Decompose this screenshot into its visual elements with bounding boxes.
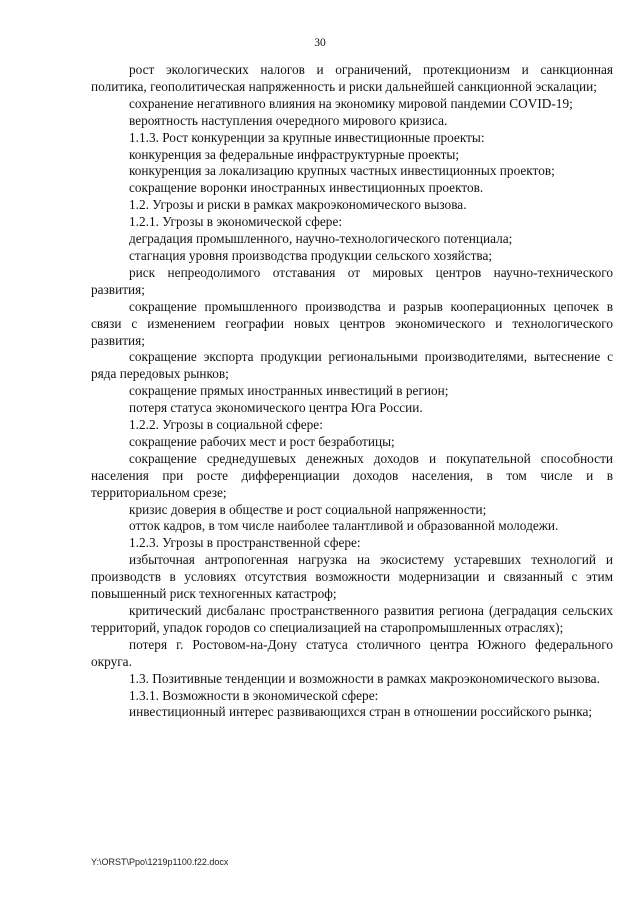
- section-heading: 1.2.2. Угрозы в социальной сфере:: [129, 417, 323, 433]
- paragraph: сокращение рабочих мест и рост безработицы;: [129, 433, 395, 449]
- paragraph: критический дисбаланс пространственного развития региона (деградация сельских территорий, упадок городов со специализацией на старопромышленных отраслях);: [91, 603, 613, 635]
- paragraph: сокращение воронки иностранных инвестиционных проектов.: [129, 180, 484, 196]
- paragraph: избыточная антропогенная нагрузка на экосистему устаревших технологий и производств в условиях отсутствия возможности модернизации и связанный с этим повышенный риск техногенных катастроф;: [91, 552, 613, 602]
- paragraph: потеря г. Ростовом-на-Дону статуса столичного центра Южного федерального округа.: [91, 636, 613, 669]
- paragraph: риск непреодолимого отставания от мировых центров научно-технического развития;: [91, 264, 613, 297]
- paragraph: сокращение экспорта продукции региональными производителями, вытеснение с ряда передовых рынков;: [91, 349, 613, 382]
- paragraph: кризис доверия в обществе и рост социальной напряженности;: [129, 501, 487, 517]
- paragraph: стагнация уровня производства продукции сельского хозяйства;: [129, 247, 493, 263]
- section-heading: 1.2. Угрозы и риски в рамках макроэкономического вызова.: [129, 197, 467, 213]
- paragraph: конкуренция за локализацию крупных частных инвестиционных проектов;: [129, 163, 555, 179]
- paragraph: сокращение среднедушевых денежных доходов и покупательной способности населения при росте дифференциации доходов населения, в том числе и в территориальном срезе;: [91, 450, 613, 500]
- paragraph: вероятность наступления очередного мирового кризиса.: [129, 112, 448, 128]
- paragraph: сохранение негативного влияния на экономику мировой пандемии COVID-19;: [129, 95, 573, 111]
- footer-file-path: Y:\ORST\Ppo\1219p1100.f22.docx: [91, 857, 229, 867]
- paragraph: конкуренция за федеральные инфраструктурные проекты;: [129, 146, 460, 162]
- section-heading: 1.2.1. Угрозы в экономической сфере:: [129, 214, 343, 230]
- page-number: 30: [314, 37, 326, 49]
- paragraph: отток кадров, в том числе наиболее талантливой и образованной молодежи.: [129, 518, 559, 534]
- paragraph: сокращение прямых иностранных инвестиций в регион;: [129, 383, 449, 399]
- paragraph: инвестиционный интерес развивающихся стран в отношении российского рынка;: [129, 704, 593, 720]
- paragraph: рост экологических налогов и ограничений, протекционизм и санкционная политика, геополитическая напряженность и риски дальнейшей санкционной эскалации;: [91, 62, 613, 94]
- section-heading: 1.3. Позитивные тенденции и возможности в рамках макроэкономического вызова.: [129, 670, 600, 686]
- paragraph: потеря статуса экономического центра Юга России.: [129, 400, 423, 416]
- section-heading: 1.2.3. Угрозы в пространственной сфере:: [129, 535, 361, 551]
- paragraph: деградация промышленного, научно-технологического потенциала;: [129, 231, 513, 247]
- section-heading: 1.3.1. Возможности в экономической сфере:: [129, 687, 379, 703]
- section-heading: 1.1.3. Рост конкуренции за крупные инвестиционные проекты:: [129, 129, 485, 145]
- paragraph: сокращение промышленного производства и разрыв кооперационных цепочек в связи с изменением географии новых центров экономического и технологического развития;: [91, 298, 613, 348]
- document-body: [91, 62, 613, 721]
